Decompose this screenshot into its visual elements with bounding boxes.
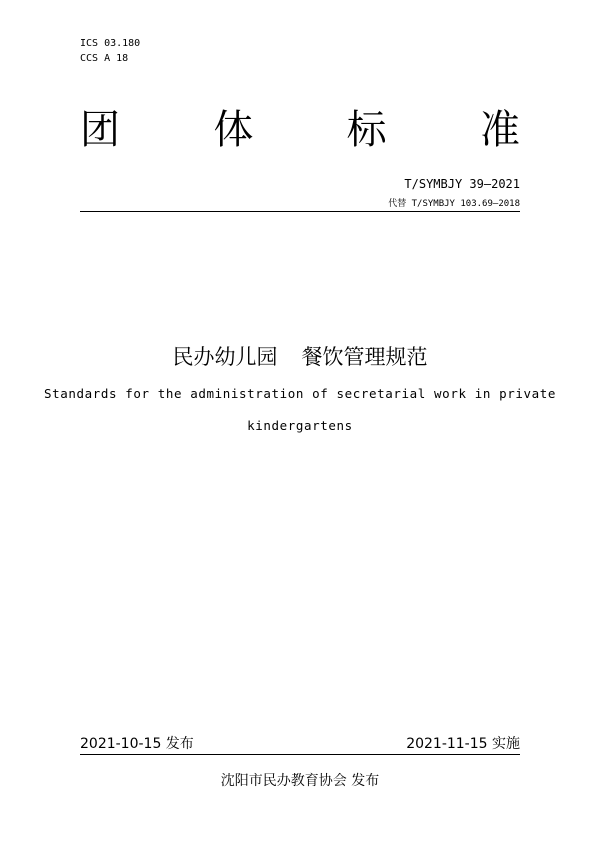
replaces-code: 代替 T/SYMBJY 103.69—2018 (388, 199, 520, 209)
effective-date: 2021-11-15 实施 (406, 736, 520, 752)
top-divider (80, 211, 520, 212)
classification-codes (80, 36, 140, 66)
title-cn-part1: 民办幼儿园 (172, 345, 278, 369)
standard-type-heading (80, 104, 520, 156)
standard-code: T/SYMBJY 39—2021 (404, 177, 520, 191)
title-english-line2: kindergartens (247, 418, 353, 433)
title-english-line1: Standards for the administration of secretarial work in private (44, 386, 556, 401)
title-chinese (0, 341, 600, 371)
ics-code: ICS 03.180 (80, 38, 141, 49)
heading-char-4: 准 (479, 107, 520, 153)
publish-date: 2021-10-15 发布 (80, 736, 194, 752)
bottom-divider (80, 754, 520, 755)
heading-char-1: 团 (80, 107, 120, 153)
title-cn-part2: 餐饮管理规范 (301, 345, 428, 369)
ccs-code: CCS A 18 (80, 53, 129, 64)
heading-char-2: 体 (213, 107, 254, 153)
heading-char-3: 标 (346, 107, 387, 153)
publisher: 沈阳市民办教育协会 发布 (220, 773, 380, 789)
